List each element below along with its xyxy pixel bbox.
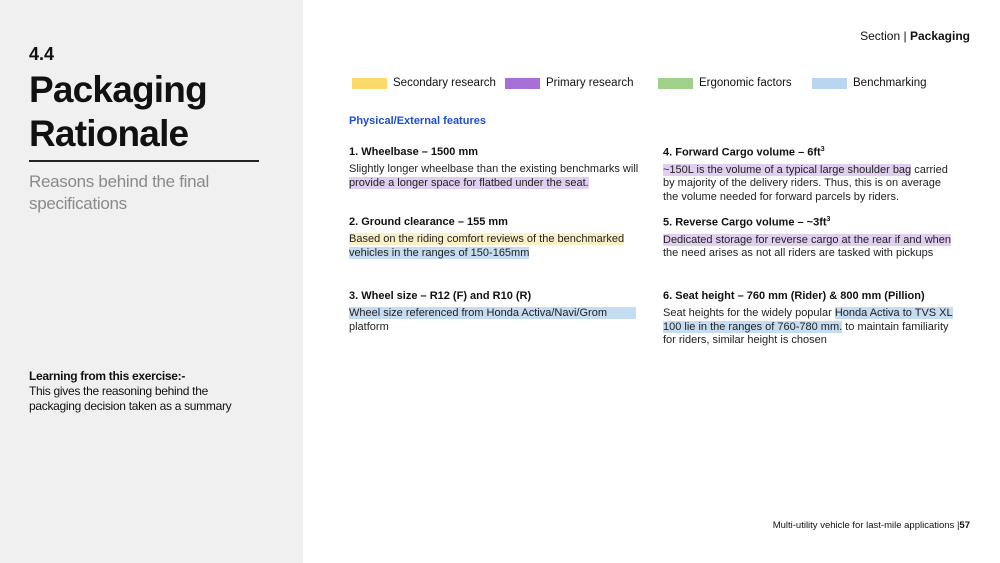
page-title-line-1: Packaging [29, 69, 207, 110]
item-title [663, 146, 953, 159]
item-title-sup: 3 [820, 146, 825, 153]
item-body [349, 233, 639, 260]
item-body [663, 164, 953, 205]
section-number: 4.4 [29, 44, 55, 64]
item-text: carried by majority of the delivery riders. Thus, this is on average the volume needed for forward parcels by riders. [663, 163, 948, 203]
legend-label: Benchmarking [853, 77, 927, 89]
item-title: 6. Seat height – 760 mm (Rider) & 800 mm (Pillion) [663, 290, 925, 302]
page-title-line-2: Rationale [29, 113, 189, 154]
item-wheelbase [349, 146, 639, 190]
section-word: Section [860, 29, 901, 43]
item-wheel-size [349, 290, 639, 334]
legend-label: Secondary research [393, 77, 496, 89]
footer-separator: | [956, 520, 960, 531]
legend-item-secondary-research [352, 77, 496, 89]
item-title: 1. Wheelbase – 1500 mm [349, 146, 479, 158]
legend-item-benchmarking [812, 77, 927, 89]
highlight-primary-research: ~150L is the volume of a typical large shoulder bag [663, 163, 912, 176]
item-title: 3. Wheel size – R12 (F) and R10 (R) [349, 290, 532, 302]
item-seat-height [663, 290, 953, 348]
item-title: 2. Ground clearance – 155 mm [349, 216, 508, 228]
footer [773, 520, 970, 531]
page-number: 57 [959, 520, 970, 531]
item-body [349, 163, 639, 190]
page-title [29, 68, 207, 156]
legend-swatch [812, 78, 847, 89]
item-text: platform [349, 320, 389, 333]
legend-swatch [352, 78, 387, 89]
legend-label: Primary research [546, 77, 634, 89]
item-body [663, 307, 953, 348]
item-ground-clearance [349, 216, 639, 260]
legend-swatch [658, 78, 693, 89]
legend-label: Ergonomic factors [699, 77, 792, 89]
item-text: to maintain familiarity for riders, similar height is chosen [663, 320, 949, 346]
highlight-benchmarking: vehicles in the ranges of 150-165mm [349, 246, 530, 259]
legend-item-primary-research [505, 77, 634, 89]
item-text: the need arises as not all riders are tasked with pickups [663, 247, 934, 260]
highlight-benchmarking: Wheel size referenced from Honda Activa/Navi/Grom [349, 307, 636, 319]
item-title-text: 5. Reverse Cargo volume – ~3ft [663, 216, 827, 229]
item-body [349, 307, 639, 334]
learning-text: This gives the reasoning behind the packaging decision taken as a summary [29, 384, 232, 413]
item-text: Seat heights for the widely popular [663, 307, 835, 319]
item-reverse-cargo [663, 216, 953, 261]
highlight-primary-research: Dedicated storage for reverse cargo at the rear if and when [663, 233, 951, 246]
item-title-sup: 3 [826, 216, 831, 223]
item-title [663, 216, 953, 229]
highlight-benchmarking: Honda Activa to TVS XL 100 lie in the ranges of 760-780 mm. [663, 307, 953, 333]
legend-item-ergonomic-factors [658, 77, 792, 89]
footer-text: Multi-utility vehicle for last-mile applications [772, 520, 955, 531]
item-forward-cargo [663, 146, 953, 204]
item-text: Slightly longer wheelbase than the existing benchmarks will [349, 163, 639, 175]
title-divider [29, 160, 259, 162]
highlight-secondary-research: Based on the riding comfort reviews of the benchmarked [349, 233, 625, 245]
item-body [663, 234, 953, 261]
highlight-primary-research: provide a longer space for flatbed under the seat. [349, 176, 589, 189]
page-subtitle: Reasons behind the final specifications [29, 172, 209, 213]
item-title-text: 4. Forward Cargo volume – 6ft [663, 146, 821, 159]
section-name: Packaging [909, 29, 970, 43]
section-separator: | [903, 29, 907, 43]
section-label [860, 29, 970, 43]
sub-heading-physical-features: Physical/External features [349, 115, 486, 127]
learning-title: Learning from this exercise:- [29, 369, 186, 383]
legend-swatch [505, 78, 540, 89]
